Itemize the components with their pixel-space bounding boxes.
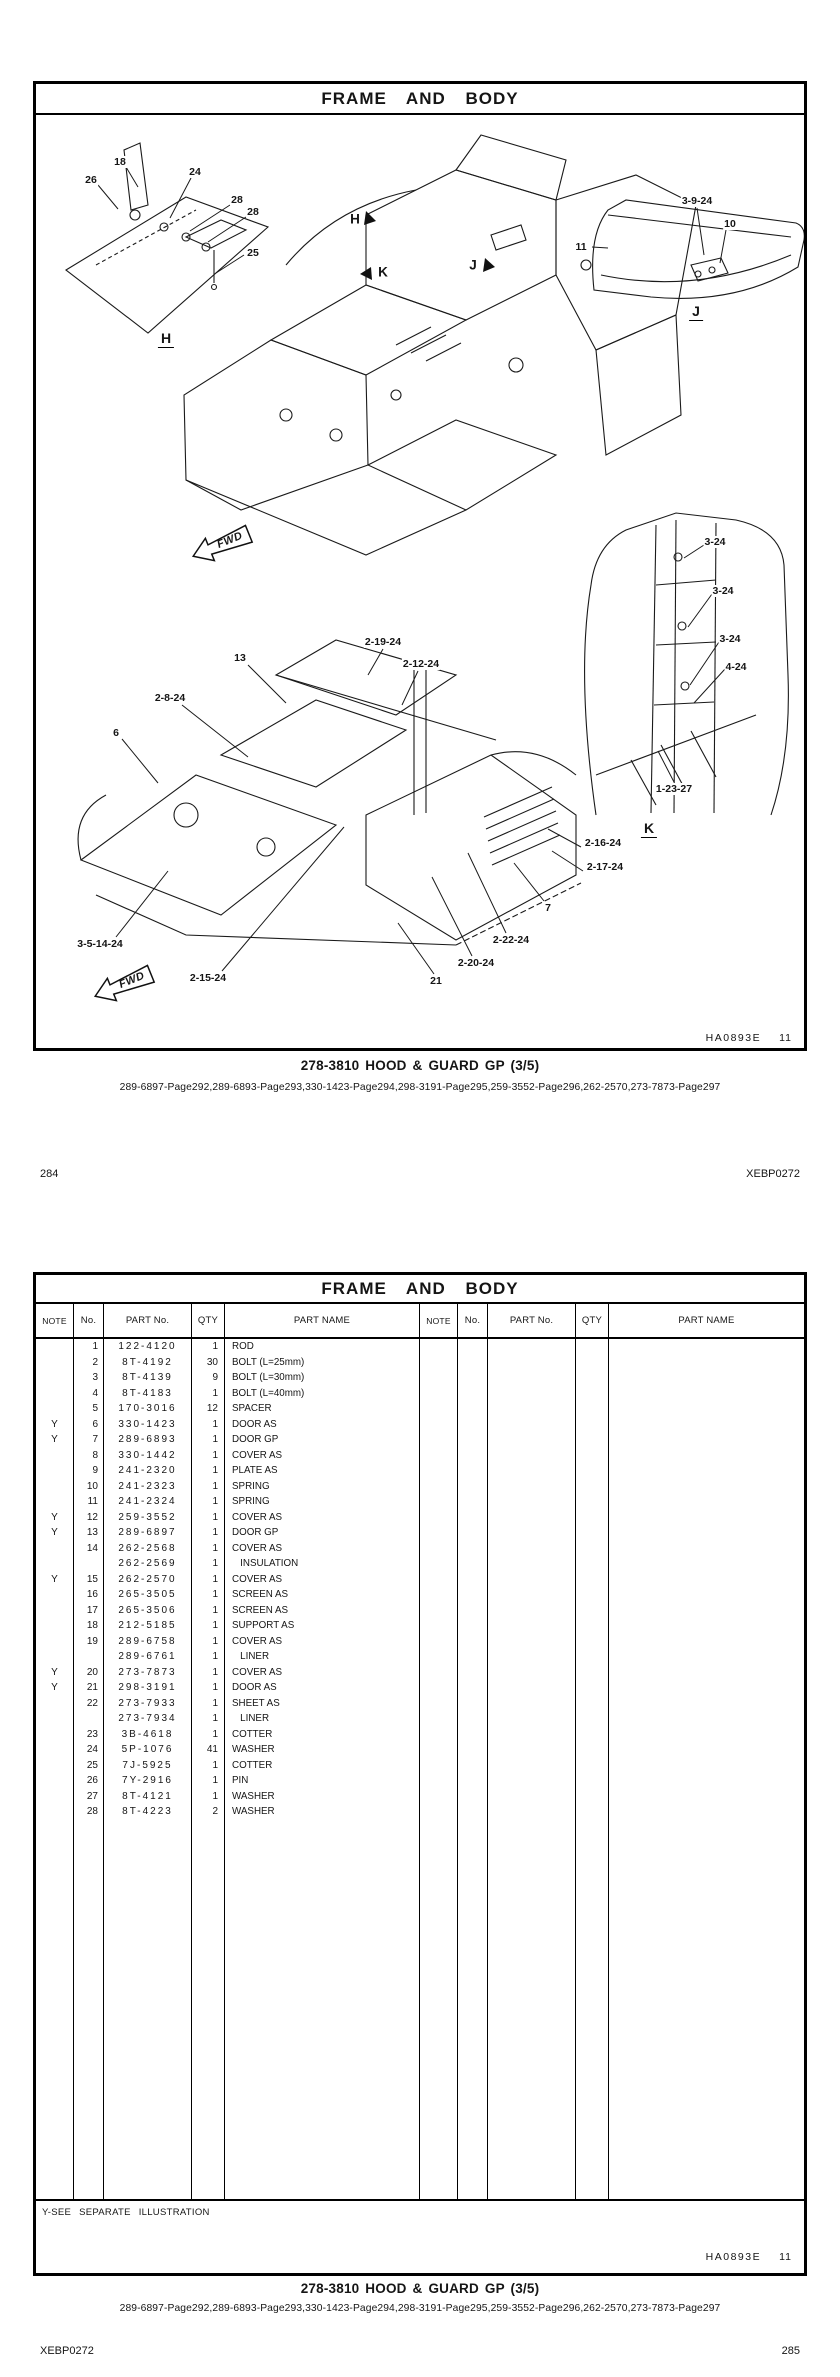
note-cell xyxy=(36,1339,73,1355)
part-name-cell: INSULATION xyxy=(232,1558,299,1569)
item-no-cell: 25 xyxy=(86,1759,98,1771)
qty-column xyxy=(192,1339,225,2199)
part-name-cell: COTTER xyxy=(232,1728,273,1740)
qty-cell: 30 xyxy=(206,1356,218,1368)
qty-cell: 1 xyxy=(212,1434,218,1445)
column-header: QTY xyxy=(192,1304,225,1337)
note-cell xyxy=(36,1556,73,1572)
qty-cell: 1 xyxy=(212,1697,218,1709)
part-no-cell: 273-7933 xyxy=(118,1697,177,1709)
part-no-cell: 8T-4223 xyxy=(122,1806,173,1817)
item-no-cell: 9 xyxy=(92,1465,98,1476)
figure-area xyxy=(36,115,804,1048)
part-no-cell: 259-3552 xyxy=(118,1511,177,1523)
note-cell xyxy=(36,1587,73,1603)
note-cell xyxy=(36,1603,73,1619)
part-name-cell: DOOR AS xyxy=(232,1682,277,1693)
item-no-cell: 6 xyxy=(92,1418,98,1430)
part-name-cell: SCREEN AS xyxy=(232,1589,289,1600)
part-no-cell: 289-6897 xyxy=(118,1527,177,1538)
view-pointer-label: H xyxy=(350,211,360,227)
note-cell xyxy=(36,1649,73,1665)
note-cell: Y xyxy=(51,1418,58,1430)
note-cell xyxy=(36,1386,73,1402)
qty-cell: 1 xyxy=(212,1558,218,1569)
note-cell xyxy=(36,1711,73,1727)
qty-cell: 1 xyxy=(212,1759,218,1771)
part-callout: 2-20-24 xyxy=(457,957,495,969)
item-no-cell: 8 xyxy=(92,1449,98,1461)
qty-cell: 1 xyxy=(212,1449,218,1461)
part-no-cell: 298-3191 xyxy=(118,1682,177,1693)
plate-revision: 11 xyxy=(779,2251,792,2263)
qty-cell: 1 xyxy=(212,1728,218,1740)
part-callout: 1-23-27 xyxy=(655,783,693,795)
lower-assembly-drawing xyxy=(78,640,581,945)
item-no-cell: 15 xyxy=(86,1573,98,1585)
part-name-cell: DOOR GP xyxy=(232,1527,279,1538)
qty-cell: 2 xyxy=(212,1806,218,1817)
qty-cell: 1 xyxy=(212,1589,218,1600)
note-cell: Y xyxy=(51,1573,58,1585)
page1-footer xyxy=(40,1168,800,1180)
part-name-cell: COVER AS xyxy=(232,1449,283,1461)
qty-cell: 1 xyxy=(212,1511,218,1523)
part-callout: 2-15-24 xyxy=(189,972,227,984)
item-no-cell: 10 xyxy=(86,1480,98,1492)
part-name-cell: SPACER xyxy=(232,1403,272,1414)
part-callout: 3-9-24 xyxy=(681,195,713,207)
part-no-cell: 122-4120 xyxy=(118,1341,177,1352)
part-name-cell: COVER AS xyxy=(232,1573,283,1585)
part-callout: 2-19-24 xyxy=(364,636,402,648)
part-no-cell: 273-7873 xyxy=(118,1666,177,1678)
part-callout: 3-5-14-24 xyxy=(77,938,123,950)
part-no-column xyxy=(104,1339,192,2199)
detail-k-drawing xyxy=(585,513,789,815)
part-name-column-empty xyxy=(609,1339,804,2199)
qty-cell: 1 xyxy=(212,1542,218,1554)
part-name-cell: SCREEN AS xyxy=(232,1604,289,1616)
column-header: PART No. xyxy=(488,1304,576,1337)
sheet2-footer xyxy=(36,2227,804,2267)
part-no-cell: 3B-4618 xyxy=(121,1728,174,1740)
part-callout: 3-24 xyxy=(712,585,734,597)
part-name-cell: COVER AS xyxy=(232,1666,283,1678)
part-name-cell: BOLT (L=25mm) xyxy=(232,1356,305,1368)
item-no-column-empty xyxy=(458,1339,488,2199)
plate-id xyxy=(706,1032,792,1044)
item-no-cell: 18 xyxy=(86,1620,98,1631)
part-no-cell: 8T-4139 xyxy=(122,1372,173,1383)
item-no-cell: 13 xyxy=(86,1527,98,1538)
upper-assembly-drawing xyxy=(184,135,696,555)
part-callout: 24 xyxy=(189,166,201,178)
part-callout: 3-24 xyxy=(704,536,726,548)
note-cell xyxy=(36,1618,73,1634)
part-no-cell: 265-3506 xyxy=(118,1604,177,1616)
part-name-cell: LINER xyxy=(232,1651,270,1662)
part-no-cell: 241-2324 xyxy=(118,1496,177,1507)
part-no-cell: 289-6758 xyxy=(118,1635,177,1647)
sheet-title: FRAME AND BODY xyxy=(321,88,519,108)
column-header: PART No. xyxy=(104,1304,192,1337)
part-callout: 13 xyxy=(234,652,246,664)
qty-cell: 1 xyxy=(212,1666,218,1678)
qty-column-empty xyxy=(576,1339,609,2199)
part-callout: 2-17-24 xyxy=(586,861,624,873)
note-cell xyxy=(36,1789,73,1805)
page-number: 284 xyxy=(40,1168,59,1180)
illustration-sheet xyxy=(33,81,807,1051)
fwd-arrow-label: FWD xyxy=(215,529,245,551)
note-cell xyxy=(36,1758,73,1774)
note-cell: Y xyxy=(51,1434,58,1445)
item-no-cell: 21 xyxy=(86,1682,98,1693)
part-callout: 11 xyxy=(575,241,587,253)
part-callout: 2-16-24 xyxy=(584,837,622,849)
column-header: NOTE xyxy=(420,1304,458,1337)
part-callout: 7 xyxy=(545,902,551,914)
part-name-cell: DOOR GP xyxy=(232,1434,279,1445)
item-no-column xyxy=(74,1339,104,2199)
view-pointer-label: J xyxy=(469,257,477,273)
sheet-title-band xyxy=(36,1275,804,1304)
doc-code: XEBP0272 xyxy=(746,1168,800,1180)
item-no-cell: 28 xyxy=(86,1806,98,1817)
column-header: No. xyxy=(458,1304,488,1337)
part-name-cell: COVER AS xyxy=(232,1635,283,1647)
item-no-cell: 24 xyxy=(86,1744,98,1755)
sheet-title-band xyxy=(36,84,804,115)
note-cell xyxy=(36,1401,73,1417)
item-no-cell: 4 xyxy=(92,1387,98,1399)
figure-references: 289-6897-Page292,289-6893-Page293,330-1423-Page294,298-3191-Page295,259-3552-Page296,262-2570,273-7873-Page297 xyxy=(119,2303,721,2314)
item-no-cell: 17 xyxy=(86,1604,98,1616)
column-header: QTY xyxy=(576,1304,609,1337)
qty-cell: 1 xyxy=(212,1790,218,1802)
note-cell xyxy=(36,1634,73,1650)
part-callout: 10 xyxy=(724,218,736,230)
part-name-cell: SPRING xyxy=(232,1480,270,1492)
detail-view-caption: J xyxy=(689,303,703,321)
item-no-cell: 7 xyxy=(92,1434,98,1445)
part-name-cell: COVER AS xyxy=(232,1542,283,1554)
qty-cell: 1 xyxy=(212,1341,218,1352)
item-no-cell xyxy=(74,1556,103,1572)
part-no-cell: 7J-5925 xyxy=(122,1759,173,1771)
part-no-cell: 7Y-2916 xyxy=(122,1775,173,1786)
qty-cell: 1 xyxy=(212,1651,218,1662)
part-no-cell: 8T-4121 xyxy=(122,1790,173,1802)
column-header: No. xyxy=(74,1304,104,1337)
item-no-cell xyxy=(74,1711,103,1727)
part-no-cell: 5P-1076 xyxy=(121,1744,174,1755)
item-no-cell: 22 xyxy=(86,1697,98,1709)
part-callout: 21 xyxy=(430,975,442,987)
item-no-cell xyxy=(74,1649,103,1665)
note-cell xyxy=(36,1479,73,1495)
sheet-title: FRAME AND BODY xyxy=(321,1278,519,1298)
part-no-cell: 289-6761 xyxy=(118,1651,177,1662)
part-name-column xyxy=(225,1339,420,2199)
item-no-cell: 14 xyxy=(86,1542,98,1554)
part-no-cell: 262-2570 xyxy=(118,1573,177,1585)
table-footnote: Y-SEE SEPARATE ILLUSTRATION xyxy=(36,2199,804,2227)
part-name-cell: PLATE AS xyxy=(232,1465,278,1476)
item-no-cell: 23 xyxy=(86,1728,98,1740)
note-cell xyxy=(36,1355,73,1371)
note-cell xyxy=(36,1773,73,1789)
note-cell xyxy=(36,1448,73,1464)
part-name-cell: WASHER xyxy=(232,1744,275,1755)
part-callout: 28 xyxy=(231,194,243,206)
part-no-cell: 241-2323 xyxy=(118,1480,177,1492)
note-cell xyxy=(36,1463,73,1479)
qty-cell: 1 xyxy=(212,1465,218,1476)
part-no-cell: 212-5185 xyxy=(118,1620,177,1631)
column-header: PART NAME xyxy=(678,1315,735,1326)
qty-cell: 9 xyxy=(212,1372,218,1383)
part-no-cell: 170-3016 xyxy=(118,1403,177,1414)
item-no-cell: 2 xyxy=(92,1356,98,1368)
part-name-cell: BOLT (L=40mm) xyxy=(232,1387,305,1399)
note-cell xyxy=(36,1370,73,1386)
plate-code: HA0893E xyxy=(705,1032,762,1044)
qty-cell: 1 xyxy=(212,1418,218,1430)
page-number: 285 xyxy=(781,2345,800,2357)
item-no-cell: 16 xyxy=(86,1589,98,1600)
leader-lines xyxy=(98,167,726,974)
part-callout: 26 xyxy=(85,174,97,186)
part-no-cell: 265-3505 xyxy=(118,1589,177,1600)
item-no-cell: 19 xyxy=(86,1635,98,1647)
part-no-cell: 8T-4192 xyxy=(122,1356,173,1368)
note-cell: Y xyxy=(51,1511,58,1523)
detail-h-drawing xyxy=(66,143,268,333)
figure-title: 278-3810 HOOD & GUARD GP (3/5) xyxy=(300,2281,540,2296)
part-no-cell: 262-2569 xyxy=(118,1558,177,1569)
note-cell: Y xyxy=(51,1682,58,1693)
part-callout: 2-8-24 xyxy=(154,692,186,704)
part-callout: 4-24 xyxy=(725,661,747,673)
detail-view-caption: K xyxy=(641,820,657,838)
part-no-cell: 330-1442 xyxy=(118,1449,177,1461)
item-no-cell: 27 xyxy=(86,1790,98,1802)
part-name-cell: ROD xyxy=(232,1341,254,1352)
note-cell xyxy=(36,1696,73,1712)
item-no-cell: 11 xyxy=(87,1496,98,1507)
qty-cell: 1 xyxy=(212,1480,218,1492)
item-no-cell: 5 xyxy=(92,1403,98,1414)
part-callout: 2-22-24 xyxy=(492,934,530,946)
qty-cell: 1 xyxy=(212,1682,218,1693)
item-no-cell: 1 xyxy=(92,1341,98,1352)
part-callout: 6 xyxy=(113,727,119,739)
part-name-cell: PIN xyxy=(232,1775,249,1786)
qty-cell: 1 xyxy=(212,1713,218,1724)
qty-cell: 1 xyxy=(212,1635,218,1647)
note-cell xyxy=(36,1727,73,1743)
qty-cell: 1 xyxy=(212,1387,218,1399)
column-header: PART NAME xyxy=(225,1304,420,1337)
part-no-cell: 273-7934 xyxy=(118,1713,177,1724)
part-no-column-empty xyxy=(488,1339,576,2199)
qty-cell: 1 xyxy=(212,1527,218,1538)
qty-cell: 41 xyxy=(206,1744,218,1755)
part-callout: 18 xyxy=(114,156,126,168)
part-name-cell: SUPPORT AS xyxy=(232,1620,295,1631)
part-name-cell: COVER AS xyxy=(232,1511,283,1523)
note-cell xyxy=(36,1494,73,1510)
parts-table-body xyxy=(36,1339,804,2199)
qty-cell: 1 xyxy=(212,1620,218,1631)
item-no-cell: 3 xyxy=(92,1372,98,1383)
plate-id xyxy=(706,2251,792,2263)
part-callout: 3-24 xyxy=(719,633,741,645)
part-name-cell: DOOR AS xyxy=(232,1418,277,1430)
fwd-arrow-label: FWD xyxy=(117,969,147,991)
qty-cell: 1 xyxy=(212,1573,218,1585)
technical-illustration xyxy=(36,115,804,1048)
part-callout: 28 xyxy=(247,206,259,218)
plate-code: HA0893E xyxy=(705,2251,762,2263)
part-callout: 25 xyxy=(247,247,259,259)
qty-cell: 1 xyxy=(212,1604,218,1616)
part-name-cell: WASHER xyxy=(232,1806,275,1817)
table-header-row xyxy=(36,1304,804,1339)
part-no-cell: 8T-4183 xyxy=(122,1387,173,1399)
qty-cell: 1 xyxy=(212,1775,218,1786)
note-cell: Y xyxy=(51,1666,58,1678)
part-name-cell: SPRING xyxy=(232,1496,270,1507)
part-name-cell: LINER xyxy=(232,1713,270,1724)
part-callout: 2-12-24 xyxy=(402,658,440,670)
part-name-cell: SHEET AS xyxy=(232,1697,280,1709)
item-no-cell: 20 xyxy=(86,1666,98,1678)
detail-view-caption: H xyxy=(158,330,174,348)
part-name-cell: WASHER xyxy=(232,1790,275,1802)
part-no-cell: 262-2568 xyxy=(118,1542,177,1554)
parts-list-sheet xyxy=(33,1272,807,2276)
note-column xyxy=(36,1339,74,2199)
view-pointer-label: K xyxy=(378,264,388,280)
figure-references: 289-6897-Page292,289-6893-Page293,330-1423-Page294,298-3191-Page295,259-3552-Page296,262-2570,273-7873-Page297 xyxy=(119,1082,721,1093)
page2-footer xyxy=(40,2345,800,2357)
note-cell xyxy=(36,1804,73,1820)
note-cell: Y xyxy=(51,1527,58,1538)
doc-code: XEBP0272 xyxy=(40,2345,94,2357)
part-no-cell: 241-2320 xyxy=(118,1465,177,1476)
part-name-cell: COTTER xyxy=(232,1759,273,1771)
figure-title: 278-3810 HOOD & GUARD GP (3/5) xyxy=(300,1058,540,1073)
plate-revision: 11 xyxy=(779,1032,792,1044)
part-name-cell: BOLT (L=30mm) xyxy=(232,1372,305,1383)
qty-cell: 12 xyxy=(206,1403,218,1414)
note-cell xyxy=(36,1541,73,1557)
qty-cell: 1 xyxy=(212,1496,218,1507)
note-cell xyxy=(36,1742,73,1758)
note-column-empty xyxy=(420,1339,458,2199)
part-no-cell: 289-6893 xyxy=(118,1434,177,1445)
part-no-cell: 330-1423 xyxy=(118,1418,177,1430)
column-header: NOTE xyxy=(36,1304,74,1337)
item-no-cell: 26 xyxy=(86,1775,98,1786)
item-no-cell: 12 xyxy=(86,1511,98,1523)
